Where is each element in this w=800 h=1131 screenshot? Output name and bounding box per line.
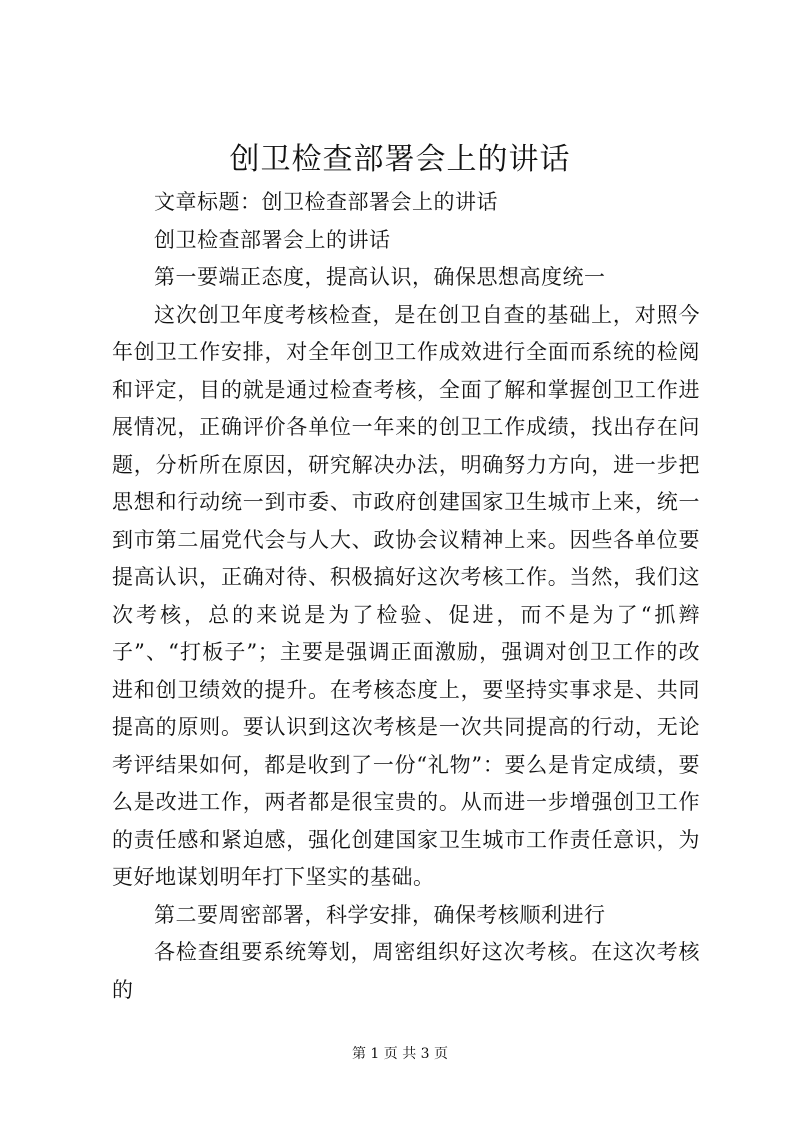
subtitle-line: 创卫检查部署会上的讲话: [154, 227, 391, 252]
body-paragraph-2: 各检查组要系统筹划，周密组织好这次考核。在这次考核的: [112, 940, 700, 1002]
article-title-line: 文章标题：创卫检查部署会上的讲话: [154, 190, 498, 214]
page-footer: 第 1 页 共 3 页: [351, 1046, 449, 1062]
body-paragraph-1: 这次创卫年度考核检查，是在创卫自查的基础上，对照今年创卫工作安排，对全年创卫工作成效进行全面而系统的检阅和评定，目的就是通过检查考核，全面了解和掌握创卫工作进展情况，正确评价各单位一年来的创卫工作成绩，找出存在问题，分析所在原因，研究解决办法，明确努力方向，进一步把思想和行动统一到市委、市政府创建国家卫生城市上来，统一到市第二届党代会与人大、政协会议精神上来。因些各单位要提高认识，正确对待、积极搞好这次考核工作。当然，我们这次考核，总的来说是为了检验、促进，而不是为了“抓辫子”、“打板子”；主要是强调正面激励，强调对创卫工作的改进和创卫绩效的提升。在考核态度上，要坚持实事求是、共同提高的原则。要认识到这次考核是一次共同提高的行动，无论考评结果如何，都是收到了一份“礼物”：要么是肯定成绩，要么是改进工作，两者都是很宝贵的。从而进一步增强创卫工作的责任感和紧迫感，强化创建国家卫生城市工作责任意识，为更好地谋划明年打下坚实的基础。: [112, 302, 700, 889]
document-title: 创卫检查部署会上的讲话: [229, 142, 571, 177]
section-heading-2: 第二要周密部署，科学安排，确保考核顺利进行: [154, 902, 606, 927]
section-heading-1: 第一要端正态度，提高认识，确保思想高度统一: [154, 265, 606, 289]
document-body: [112, 184, 700, 1009]
